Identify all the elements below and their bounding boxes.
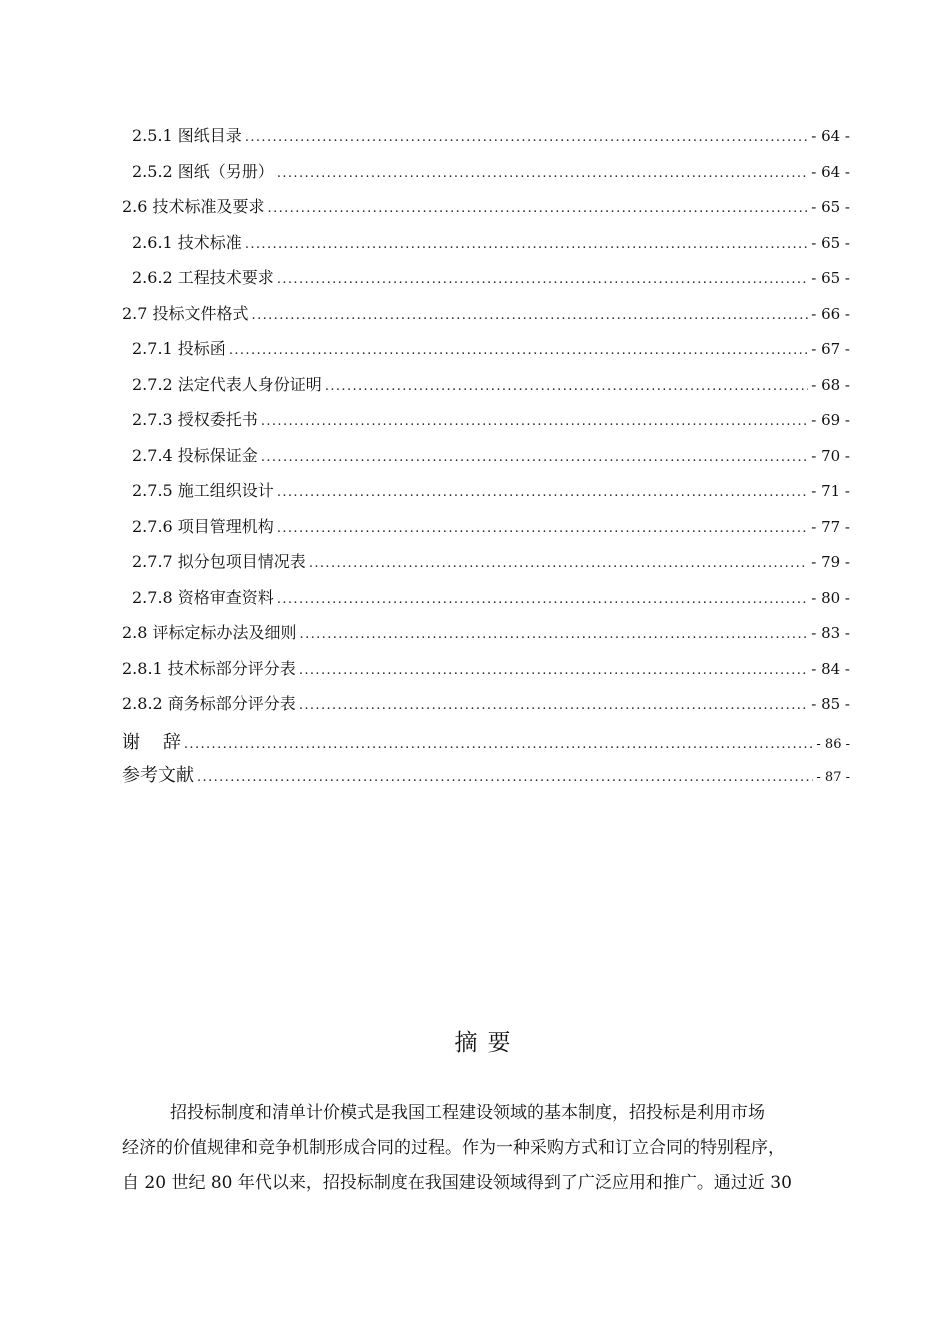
toc-leader-dots	[277, 156, 808, 192]
toc-leader-dots	[299, 688, 808, 724]
abstract-line: 经济的价值规律和竞争机制形成合同的过程。作为一种采购方式和订立合同的特别程序，	[122, 1138, 785, 1158]
toc-entry[interactable]	[122, 544, 850, 580]
abstract-heading: 摘要	[454, 1030, 521, 1056]
toc-leader-dots	[299, 653, 808, 689]
toc-entry-title: 2.7.2 法定代表人身份证明	[132, 374, 322, 394]
toc-entry[interactable]	[122, 509, 850, 545]
toc-leader-dots	[245, 227, 808, 263]
toc-entry-page: - 69 -	[811, 411, 850, 429]
toc-entry[interactable]	[122, 189, 850, 225]
abstract-line: 招投标制度和清单计价模式是我国工程建设领域的基本制度，招投标是利用市场	[170, 1103, 765, 1123]
toc-entry[interactable]	[122, 686, 850, 722]
toc-leader-dots	[268, 191, 809, 227]
toc-entry-page: - 65 -	[811, 233, 850, 252]
toc-entry[interactable]	[122, 438, 850, 474]
toc-leader-dots	[261, 440, 808, 476]
toc-entry-title: 参考文献	[122, 764, 194, 786]
toc-leader-dots	[277, 262, 808, 298]
toc-entry-page: - 86 -	[816, 736, 850, 752]
toc-entry-title: 2.7.6 项目管理机构	[132, 516, 274, 536]
toc-entry[interactable]	[122, 651, 850, 687]
toc-entry-page: - 66 -	[811, 304, 850, 323]
toc-entry-title: 谢 辞	[122, 731, 181, 753]
toc-entry[interactable]	[122, 726, 850, 759]
toc-entry-title: 2.7.1 投标函	[132, 339, 226, 358]
toc-entry-title: 2.7.4 投标保证金	[132, 445, 258, 465]
toc-leader-dots	[277, 475, 808, 511]
toc-entry-page: - 77 -	[811, 517, 850, 536]
toc-entry-page: - 87 -	[816, 769, 850, 785]
toc-entry-title: 2.6 技术标准及要求	[122, 197, 265, 216]
toc-entry-page: - 68 -	[811, 375, 850, 394]
toc-entry-page: - 65 -	[811, 269, 850, 287]
toc-entry[interactable]	[122, 473, 850, 509]
toc-entry-title: 2.8.1 技术标部分评分表	[122, 658, 296, 678]
toc-entry-title: 2.7.8 资格审查资料	[132, 587, 274, 607]
toc-leader-dots	[229, 333, 808, 369]
toc-leader-dots	[325, 369, 808, 405]
toc-entry-title: 2.5.2 图纸（另册）	[132, 161, 274, 181]
toc-entry[interactable]	[122, 580, 850, 616]
toc-entry[interactable]	[122, 331, 850, 367]
toc-entry-title: 2.8 评标定标办法及细则	[122, 623, 297, 642]
toc-entry-title: 2.5.1 图纸目录	[132, 126, 242, 145]
table-of-contents	[122, 118, 850, 792]
toc-leader-dots	[252, 298, 809, 334]
toc-entry[interactable]	[122, 118, 850, 154]
toc-entry-page: - 65 -	[811, 198, 850, 216]
toc-entry-page: - 70 -	[811, 446, 850, 465]
toc-entry[interactable]	[122, 759, 850, 792]
toc-entry-page: - 64 -	[811, 127, 850, 145]
toc-entry-page: - 67 -	[811, 340, 850, 358]
toc-leader-dots	[184, 728, 814, 761]
toc-entry[interactable]	[122, 402, 850, 438]
toc-entry-title: 2.7.3 授权委托书	[132, 410, 258, 429]
toc-entry-title: 2.7 投标文件格式	[122, 303, 249, 323]
toc-leader-dots	[277, 582, 808, 618]
toc-leader-dots	[277, 511, 808, 547]
toc-entry-page: - 80 -	[811, 588, 850, 607]
toc-leader-dots	[197, 761, 813, 794]
toc-entry-page: - 85 -	[811, 695, 850, 713]
toc-entry[interactable]	[122, 260, 850, 296]
toc-entry[interactable]	[122, 296, 850, 332]
toc-entry[interactable]	[122, 615, 850, 651]
toc-leader-dots	[245, 120, 808, 156]
toc-entry-page: - 79 -	[811, 553, 850, 571]
toc-entry-title: 2.7.5 施工组织设计	[132, 481, 274, 500]
toc-entry[interactable]	[122, 367, 850, 403]
toc-entry[interactable]	[122, 154, 850, 190]
toc-entry-page: - 64 -	[811, 162, 850, 181]
abstract-body	[122, 1096, 852, 1201]
toc-leader-dots	[261, 404, 808, 440]
toc-leader-dots	[309, 546, 808, 582]
toc-leader-dots	[300, 617, 809, 653]
toc-entry-title: 2.6.2 工程技术要求	[132, 268, 274, 287]
toc-entry[interactable]	[122, 225, 850, 261]
toc-entry-page: - 71 -	[811, 482, 850, 500]
abstract-line: 自 20 世纪 80 年代以来，招投标制度在我国建设领域得到了广泛应用和推广。通过近 30	[122, 1173, 792, 1193]
toc-entry-title: 2.6.1 技术标准	[132, 232, 242, 252]
toc-entry-page: - 83 -	[811, 624, 850, 642]
toc-entry-title: 2.7.7 拟分包项目情况表	[132, 552, 306, 571]
toc-entry-title: 2.8.2 商务标部分评分表	[122, 694, 296, 713]
toc-entry-page: - 84 -	[811, 659, 850, 678]
